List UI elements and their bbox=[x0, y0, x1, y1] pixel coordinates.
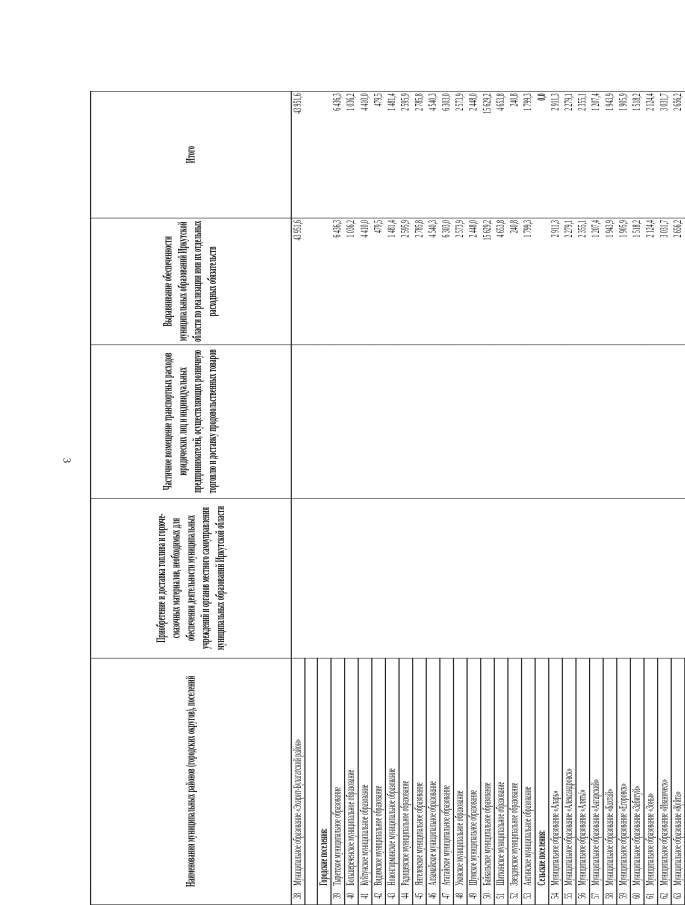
row-number: 52 bbox=[508, 887, 522, 904]
row-equalization-value: 479,5 bbox=[372, 218, 386, 345]
row-fuel-value bbox=[345, 498, 359, 658]
row-name: Куйтунское муниципальное образование bbox=[358, 658, 372, 887]
table-gap-row bbox=[305, 91, 317, 904]
row-fuel-value bbox=[481, 498, 495, 658]
header-transport: Частичное возмещение транспортных расходов юридических лиц и индивидуальных предпринимателей, осуществляющих розничную торговлю и доставку продовольственных товаров bbox=[91, 345, 292, 498]
row-name: Муниципальное образование «Александровск» bbox=[562, 658, 576, 887]
row-name: Ангинское муниципальное образование bbox=[522, 658, 536, 887]
table-row bbox=[522, 91, 536, 904]
row-fuel-value bbox=[440, 498, 454, 658]
row-fuel-value bbox=[291, 498, 305, 658]
row-name: Атагайское муниципальное образование bbox=[440, 658, 454, 887]
table-group-row bbox=[317, 91, 331, 904]
table-row bbox=[426, 91, 440, 904]
row-transport-value bbox=[481, 345, 495, 498]
row-equalization-value: 2 595,9 bbox=[399, 218, 413, 345]
row-number: 58 bbox=[603, 887, 617, 904]
row-transport-value bbox=[576, 345, 590, 498]
row-number: 51 bbox=[494, 887, 508, 904]
row-number: 38 bbox=[291, 887, 305, 904]
row-total-value: 2 573,9 bbox=[453, 91, 467, 218]
row-fuel-value bbox=[413, 498, 427, 658]
row-equalization-value: 4 410,0 bbox=[358, 218, 372, 345]
table-row bbox=[358, 91, 372, 904]
row-equalization-value bbox=[305, 218, 317, 345]
row-equalization-value: 6 303,0 bbox=[440, 218, 454, 345]
row-equalization-value: 2 124,4 bbox=[644, 218, 658, 345]
row-fuel-value bbox=[617, 498, 631, 658]
table-row bbox=[385, 91, 399, 904]
row-fuel-value bbox=[630, 498, 644, 658]
table-row bbox=[562, 91, 576, 904]
row-name: Городские поселения: bbox=[317, 658, 331, 887]
row-total-value: 6 436,3 bbox=[331, 91, 345, 218]
row-name: Сельские поселения: bbox=[535, 658, 549, 887]
row-name: Муниципальное образование «Зоны» bbox=[644, 658, 658, 887]
row-equalization-value: 15 629,2 bbox=[481, 218, 495, 345]
row-name: Муниципальное образование «Алятьі» bbox=[576, 658, 590, 887]
row-total-value: 1 799,3 bbox=[522, 91, 536, 218]
table-row bbox=[467, 91, 481, 904]
row-total-value: 0,0 bbox=[535, 91, 549, 218]
row-number: 56 bbox=[576, 887, 590, 904]
row-total-value: 2 911,3 bbox=[549, 91, 563, 218]
row-transport-value bbox=[603, 345, 617, 498]
table-row bbox=[440, 91, 454, 904]
row-name: Муниципальное образование «Иваническ» bbox=[658, 658, 672, 887]
table-group-row bbox=[535, 91, 549, 904]
row-total-value: 4 410,0 bbox=[358, 91, 372, 218]
table-row bbox=[671, 91, 685, 904]
row-number: 42 bbox=[372, 887, 386, 904]
row-transport-value bbox=[590, 345, 604, 498]
row-transport-value bbox=[494, 345, 508, 498]
row-transport-value bbox=[549, 345, 563, 498]
row-fuel-value bbox=[467, 498, 481, 658]
row-name: Муниципальное образование «Эхирит-Булагатский район» bbox=[291, 658, 305, 887]
table-row bbox=[291, 91, 305, 904]
row-transport-value bbox=[413, 345, 427, 498]
table-row bbox=[481, 91, 495, 904]
row-number: 46 bbox=[426, 887, 440, 904]
row-transport-value bbox=[671, 345, 685, 498]
row-total-value: 2 355,1 bbox=[576, 91, 590, 218]
row-number bbox=[535, 887, 549, 904]
row-transport-value bbox=[658, 345, 672, 498]
row-number: 61 bbox=[644, 887, 658, 904]
row-number: 49 bbox=[467, 887, 481, 904]
table-row bbox=[345, 91, 359, 904]
table-header-row bbox=[91, 91, 292, 904]
row-name: Байкальское муниципальное образование bbox=[481, 658, 495, 887]
row-number: 47 bbox=[440, 887, 454, 904]
row-equalization-value: 2 785,8 bbox=[413, 218, 427, 345]
table-row bbox=[399, 91, 413, 904]
row-transport-value bbox=[291, 345, 305, 498]
row-name: Муниципальное образование «Бахтай» bbox=[603, 658, 617, 887]
row-equalization-value: 1 799,3 bbox=[522, 218, 536, 345]
table-row bbox=[630, 91, 644, 904]
table-row bbox=[644, 91, 658, 904]
row-equalization-value: 2 656,2 bbox=[671, 218, 685, 345]
header-name: Наименования муниципальных районов (городских округов), поселений bbox=[91, 658, 292, 905]
row-equalization-value: 1 481,4 bbox=[385, 218, 399, 345]
row-equalization-value: 240,8 bbox=[508, 218, 522, 345]
row-fuel-value bbox=[576, 498, 590, 658]
row-fuel-value bbox=[494, 498, 508, 658]
row-name: Муниципальное образование «Егоровск» bbox=[617, 658, 631, 887]
table-row bbox=[372, 91, 386, 904]
row-fuel-value bbox=[508, 498, 522, 658]
row-name: Шиткинское муниципальное образование bbox=[494, 658, 508, 887]
row-transport-value bbox=[317, 345, 331, 498]
row-total-value: 1 481,4 bbox=[385, 91, 399, 218]
table-row bbox=[331, 91, 345, 904]
row-name: Янгелевское муниципальное образование bbox=[413, 658, 427, 887]
budget-table bbox=[90, 91, 685, 905]
row-total-value: 1 518,2 bbox=[630, 91, 644, 218]
row-transport-value bbox=[630, 345, 644, 498]
row-fuel-value bbox=[671, 498, 685, 658]
row-total-value: 1 905,9 bbox=[617, 91, 631, 218]
table-row bbox=[658, 91, 672, 904]
row-number bbox=[305, 887, 317, 904]
row-equalization-value bbox=[317, 218, 331, 345]
row-total-value: 2 448,0 bbox=[467, 91, 481, 218]
row-fuel-value bbox=[658, 498, 672, 658]
row-name: Видимское муниципальное образование bbox=[372, 658, 386, 887]
table-row bbox=[549, 91, 563, 904]
row-total-value: 2 124,4 bbox=[644, 91, 658, 218]
row-transport-value bbox=[426, 345, 440, 498]
row-number: 54 bbox=[549, 887, 563, 904]
row-fuel-value bbox=[603, 498, 617, 658]
row-equalization-value: 1 943,9 bbox=[603, 218, 617, 345]
row-fuel-value bbox=[644, 498, 658, 658]
row-total-value: 240,8 bbox=[508, 91, 522, 218]
row-total-value: 479,5 bbox=[372, 91, 386, 218]
row-fuel-value bbox=[372, 498, 386, 658]
row-total-value: 2 785,8 bbox=[413, 91, 427, 218]
table-row bbox=[413, 91, 427, 904]
row-number: 53 bbox=[522, 887, 536, 904]
row-transport-value bbox=[372, 345, 386, 498]
row-name: Муниципальное образование «Аларь» bbox=[549, 658, 563, 887]
row-fuel-value bbox=[562, 498, 576, 658]
row-total-value bbox=[305, 91, 317, 218]
row-fuel-value bbox=[549, 498, 563, 658]
row-equalization-value: 2 448,0 bbox=[467, 218, 481, 345]
table-row bbox=[576, 91, 590, 904]
table-body bbox=[291, 91, 685, 904]
row-equalization-value: 1 207,4 bbox=[590, 218, 604, 345]
row-transport-value bbox=[453, 345, 467, 498]
row-total-value: 2 279,1 bbox=[562, 91, 576, 218]
row-equalization-value: 2 355,1 bbox=[576, 218, 590, 345]
row-name: Тыретское муниципальное образование bbox=[331, 658, 345, 887]
row-number: 62 bbox=[658, 887, 672, 904]
row-total-value bbox=[317, 91, 331, 218]
table-row bbox=[494, 91, 508, 904]
row-total-value: 6 303,0 bbox=[440, 91, 454, 218]
row-name: Звездинское муниципальное образование bbox=[508, 658, 522, 887]
row-name: Муниципальное образование «Ангарский» bbox=[590, 658, 604, 887]
row-number bbox=[317, 887, 331, 904]
row-transport-value bbox=[358, 345, 372, 498]
row-name: Новонгирминское муниципальное образование bbox=[385, 658, 399, 887]
row-name bbox=[305, 658, 317, 887]
row-fuel-value bbox=[535, 498, 549, 658]
row-number: 57 bbox=[590, 887, 604, 904]
row-number: 39 bbox=[331, 887, 345, 904]
row-fuel-value bbox=[305, 498, 317, 658]
header-equalization: Выравнивание обеспеченности муниципальных образований Иркутской области по реализации ими их отдельных расходных обязательств bbox=[91, 218, 292, 345]
page-number: 3 bbox=[60, 458, 72, 463]
row-transport-value bbox=[440, 345, 454, 498]
row-name: Уковское муниципальное образование bbox=[453, 658, 467, 887]
table-row bbox=[617, 91, 631, 904]
row-transport-value bbox=[535, 345, 549, 498]
table-row bbox=[603, 91, 617, 904]
row-number: 55 bbox=[562, 887, 576, 904]
row-fuel-value bbox=[385, 498, 399, 658]
row-fuel-value bbox=[426, 498, 440, 658]
row-total-value: 3 031,7 bbox=[658, 91, 672, 218]
row-number: 50 bbox=[481, 887, 495, 904]
row-number: 48 bbox=[453, 887, 467, 904]
row-number: 41 bbox=[358, 887, 372, 904]
row-equalization-value: 2 911,3 bbox=[549, 218, 563, 345]
row-total-value: 15 629,2 bbox=[481, 91, 495, 218]
row-number: 43 bbox=[385, 887, 399, 904]
row-equalization-value: 4 540,3 bbox=[426, 218, 440, 345]
header-fuel: Приобретение и доставка топлива и горюче-смазочных материалов, необходимых для обеспечения деятельности муниципальных учреждений и органов местного самоуправления муниципальных образований Иркутской области bbox=[91, 498, 292, 658]
row-name: Радищевское муниципальное образование bbox=[399, 658, 413, 887]
row-fuel-value bbox=[317, 498, 331, 658]
row-transport-value bbox=[644, 345, 658, 498]
row-equalization-value: 3 031,7 bbox=[658, 218, 672, 345]
row-total-value: 4 540,3 bbox=[426, 91, 440, 218]
row-name: Шумское муниципальное образование bbox=[467, 658, 481, 887]
row-equalization-value: 2 279,1 bbox=[562, 218, 576, 345]
row-fuel-value bbox=[358, 498, 372, 658]
row-number: 45 bbox=[413, 887, 427, 904]
row-transport-value bbox=[399, 345, 413, 498]
row-total-value: 1 943,9 bbox=[603, 91, 617, 218]
row-name: Алзамайское муниципальное образование bbox=[426, 658, 440, 887]
row-equalization-value: 4 653,8 bbox=[494, 218, 508, 345]
row-total-value: 2 656,2 bbox=[671, 91, 685, 218]
row-fuel-value bbox=[522, 498, 536, 658]
table-row bbox=[453, 91, 467, 904]
rotated-table-container bbox=[90, 91, 685, 905]
row-equalization-value: 6 436,3 bbox=[331, 218, 345, 345]
row-fuel-value bbox=[590, 498, 604, 658]
row-total-value: 1 036,2 bbox=[345, 91, 359, 218]
row-fuel-value bbox=[453, 498, 467, 658]
row-transport-value bbox=[617, 345, 631, 498]
table-row bbox=[590, 91, 604, 904]
row-number: 59 bbox=[617, 887, 631, 904]
row-total-value: 43 951,6 bbox=[291, 91, 305, 218]
row-transport-value bbox=[467, 345, 481, 498]
table-row bbox=[508, 91, 522, 904]
row-equalization-value: 1 036,2 bbox=[345, 218, 359, 345]
header-total: Итого bbox=[91, 91, 292, 218]
row-total-value: 4 653,8 bbox=[494, 91, 508, 218]
row-equalization-value: 2 573,9 bbox=[453, 218, 467, 345]
row-transport-value bbox=[562, 345, 576, 498]
row-equalization-value bbox=[535, 218, 549, 345]
row-transport-value bbox=[305, 345, 317, 498]
row-number: 63 bbox=[671, 887, 685, 904]
row-total-value: 1 207,4 bbox=[590, 91, 604, 218]
row-number: 44 bbox=[399, 887, 413, 904]
row-equalization-value: 1 518,2 bbox=[630, 218, 644, 345]
row-number: 40 bbox=[345, 887, 359, 904]
row-transport-value bbox=[508, 345, 522, 498]
row-transport-value bbox=[522, 345, 536, 498]
row-total-value: 2 595,9 bbox=[399, 91, 413, 218]
row-name: Муниципальное образование «Забитуй» bbox=[630, 658, 644, 887]
row-name: Муниципальное образование «Куйта» bbox=[671, 658, 685, 887]
row-fuel-value bbox=[331, 498, 345, 658]
row-transport-value bbox=[385, 345, 399, 498]
row-transport-value bbox=[345, 345, 359, 498]
row-equalization-value: 1 905,9 bbox=[617, 218, 631, 345]
row-fuel-value bbox=[399, 498, 413, 658]
row-number: 60 bbox=[630, 887, 644, 904]
row-transport-value bbox=[331, 345, 345, 498]
row-name: Большереченское муниципальное образование bbox=[345, 658, 359, 887]
row-equalization-value: 43 951,6 bbox=[291, 218, 305, 345]
